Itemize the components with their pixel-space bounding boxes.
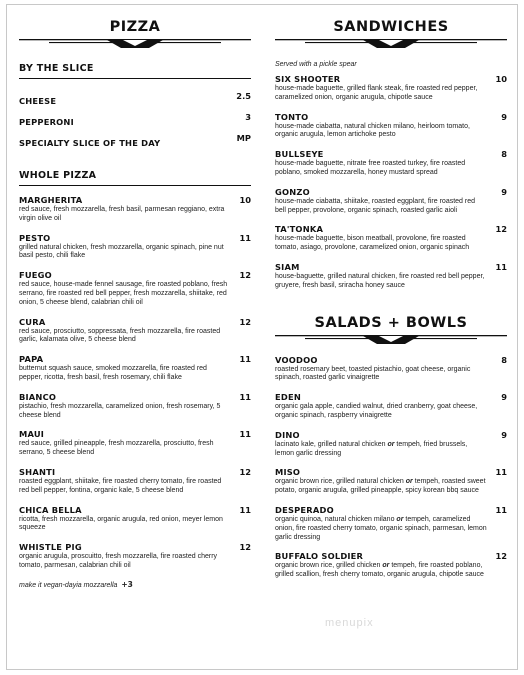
menu-item	[275, 355, 507, 384]
item-price: 12	[239, 466, 251, 477]
item-name: EDEN	[275, 392, 301, 403]
watermark: menupix	[325, 617, 374, 629]
slice-item-price: MP	[236, 133, 251, 143]
item-price: 9	[501, 186, 507, 197]
item-description: organic arugula, proscuitto, fresh mozzarella, fire roasted cherry tomato, parmesan, calabrian chili oil	[19, 553, 218, 569]
salads-title: SALADS + BOWLS	[314, 314, 468, 331]
item-name: CHICA BELLA	[19, 504, 82, 515]
menu-item	[275, 467, 507, 496]
whole-pizza-heading: WHOLE PIZZA	[19, 170, 97, 181]
item-description: roasted eggplant, shiitake, fire roasted cherry tomato, fire roasted red bell pepper, fontina, organic kale, 5 cheese blend	[19, 477, 222, 494]
item-description: red sauce, grilled pineapple, fresh mozzarella, prosciutto, fresh serrano, 5 cheese blend	[19, 440, 214, 457]
slice-item	[19, 133, 251, 150]
item-name: BIANCO	[19, 391, 57, 402]
item-description: house-made baguette, nitrate free roasted turkey, fire roasted poblano, smoked mozzarella, honey mustard spread	[275, 160, 466, 176]
menu-item	[275, 187, 507, 216]
pizza-column	[19, 5, 251, 589]
item-price: 11	[495, 467, 507, 478]
menu-item	[275, 224, 507, 253]
slice-item-name: PEPPERONI	[19, 117, 74, 127]
item-description: pistachio, fresh mozzarella, caramelized onion, fresh rosemary, 5 cheese blend	[19, 402, 221, 419]
item-name: DINO	[275, 429, 300, 440]
whole-pizza-section	[19, 170, 251, 589]
item-price: 11	[495, 504, 507, 515]
menu-item	[275, 74, 507, 103]
item-description: grilled natural chicken, fresh mozzarella, organic spinach, pine nut basil pesto, chili flake	[19, 243, 224, 260]
menu-item	[19, 195, 251, 224]
item-price: 8	[501, 354, 507, 365]
item-name: TONTO	[275, 111, 309, 122]
item-description: red sauce, house-made fennel sausage, fire roasted poblano, fresh serrano, fire roasted red bell pepper, fresh mozzarella, shiitake, red onion, 5 cheese blend, calabrian chili oil	[19, 281, 228, 306]
menu-item	[19, 233, 251, 262]
item-name: MARGHERITA	[19, 195, 83, 205]
addon-price: +3	[121, 579, 133, 589]
item-name: PAPA	[19, 354, 44, 365]
item-name: FUEGO	[19, 270, 52, 281]
item-price: 12	[239, 542, 251, 553]
item-description: ricotta, fresh mozzarella, organic arugula, red onion, meyer lemon squeeze	[19, 515, 223, 532]
menu-item	[19, 392, 251, 421]
item-price: 8	[501, 149, 507, 160]
item-description: butternut squash sauce, smoked mozzarella, fire roasted red pepper, ricotta, fresh basil, fresh rosemary, chili flake	[19, 365, 207, 381]
sandwiches-title: SANDWICHES	[333, 19, 449, 35]
by-the-slice-heading: BY THE SLICE	[19, 63, 94, 74]
item-price: 10	[495, 74, 507, 84]
item-price: 11	[239, 504, 251, 515]
item-description: organic brown rice, grilled chicken or tempeh, fire roasted poblano, grilled scallion, fresh cherry tomato, organic arugula, chipotle sauce	[275, 562, 484, 579]
item-name: SIAM	[275, 261, 300, 272]
item-price: 12	[495, 224, 507, 235]
item-description: house-made baguette, grilled flank steak, fire roasted red pepper, caramelized onion, organic arugula, chipotle sauce	[275, 85, 478, 101]
item-price: 10	[239, 195, 251, 205]
item-description: red sauce, prosciutto, soppressata, fresh mozzarella, fire roasted garlic, kalamata olive, 5 cheese blend	[19, 327, 221, 344]
slice-item-price: 3	[245, 112, 251, 122]
item-description: lacinato kale, grilled natural chicken or tempeh, fried brussels, lemon garlic dressing	[275, 440, 468, 457]
slice-item-price: 2.5	[236, 91, 251, 101]
menu-item	[19, 467, 251, 496]
item-name: MAUI	[19, 429, 45, 440]
item-name: VOODOO	[275, 354, 318, 365]
item-description: organic quinoa, natural chicken milano or tempeh, caramelized onion, fire roasted cherry tomato, organic spinach, parmesan, lemon garlic dressing	[275, 515, 487, 541]
menu-item	[19, 429, 251, 458]
pizza-title: PIZZA	[109, 19, 161, 35]
art-deco-divider-icon	[275, 333, 507, 345]
menu-item	[19, 542, 251, 571]
art-deco-divider-icon	[275, 37, 507, 49]
item-name: PESTO	[19, 232, 51, 243]
item-price: 11	[239, 429, 251, 440]
menu-item	[275, 262, 507, 291]
menu-item	[19, 270, 251, 307]
item-price: 12	[239, 316, 251, 327]
item-description: house-made ciabatta, natural chicken milano, heirloom tomato, organic arugula, lemon artichoke pesto	[275, 122, 470, 139]
item-description: organic gala apple, candied walnut, dried cranberry, goat cheese, organic spinach, raspberry vinaigrette	[275, 403, 478, 419]
menu-item	[275, 505, 507, 542]
menu-item	[275, 430, 507, 459]
slice-item	[19, 112, 251, 129]
item-price: 11	[239, 391, 251, 402]
salads-header	[275, 301, 507, 345]
item-price: 12	[495, 551, 507, 562]
item-name: MISO	[275, 467, 301, 478]
item-name: GONZO	[275, 186, 310, 197]
item-description: house-made ciabatta, shiitake, roasted eggplant, fire roasted red bell pepper, provolone, organic spinach, roasted garlic aioli	[275, 197, 476, 214]
pizza-header	[19, 5, 251, 49]
item-price: 11	[239, 232, 251, 243]
item-description: house-baguette, grilled natural chicken, fire roasted red bell pepper, gruyere, fresh basil, sriracha honey sauce	[275, 272, 485, 289]
item-name: CURA	[19, 316, 46, 327]
menu-page	[6, 4, 518, 670]
item-price: 9	[501, 392, 507, 403]
item-name: DESPERADO	[275, 504, 334, 515]
right-column	[275, 5, 507, 580]
item-name: SHANTI	[19, 466, 56, 477]
menu-item	[275, 149, 507, 178]
art-deco-divider-icon	[19, 37, 251, 49]
menu-item	[275, 112, 507, 141]
item-price: 11	[239, 354, 251, 365]
sandwich-note: Served with a pickle spear	[275, 61, 357, 68]
item-description: house-made baguette, bison meatball, provolone, fire roasted tomato, asiago, provolone, caramelized onion, organic spinach	[275, 235, 470, 252]
item-description: roasted rosemary beet, toasted pistachio, goat cheese, organic spinach, roasted garlic vinaigrette	[275, 365, 471, 382]
menu-item	[19, 317, 251, 346]
menu-item	[275, 551, 507, 580]
item-name: SIX SHOOTER	[275, 74, 341, 84]
menu-item	[19, 505, 251, 534]
addon-text: make it vegan-dayia mozzarella	[19, 581, 118, 589]
slice-item-name: CHEESE	[19, 96, 57, 106]
item-name: BULLSEYE	[275, 149, 324, 160]
item-description: organic brown rice, grilled natural chicken or tempeh, roasted sweet potato, organic arugula, grilled pineapple, spicy korean bbq sauce	[275, 478, 486, 495]
menu-item	[19, 354, 251, 383]
item-price: 12	[239, 270, 251, 281]
item-price: 11	[495, 261, 507, 272]
item-name: WHISTLE PIG	[19, 542, 82, 553]
vegan-addon	[19, 580, 251, 589]
item-description: red sauce, fresh mozzarella, fresh basil, parmesan reggiano, extra virgin olive oil	[19, 206, 225, 222]
slice-item-name: SPECIALTY SLICE OF THE DAY	[19, 138, 161, 148]
by-the-slice-section	[19, 63, 251, 150]
slice-item	[19, 91, 251, 108]
menu-item	[275, 392, 507, 421]
item-name: TA'TONKA	[275, 224, 324, 235]
item-price: 9	[501, 111, 507, 122]
sandwiches-header	[275, 5, 507, 49]
item-name: BUFFALO SOLDIER	[275, 551, 364, 562]
item-price: 9	[501, 429, 507, 440]
